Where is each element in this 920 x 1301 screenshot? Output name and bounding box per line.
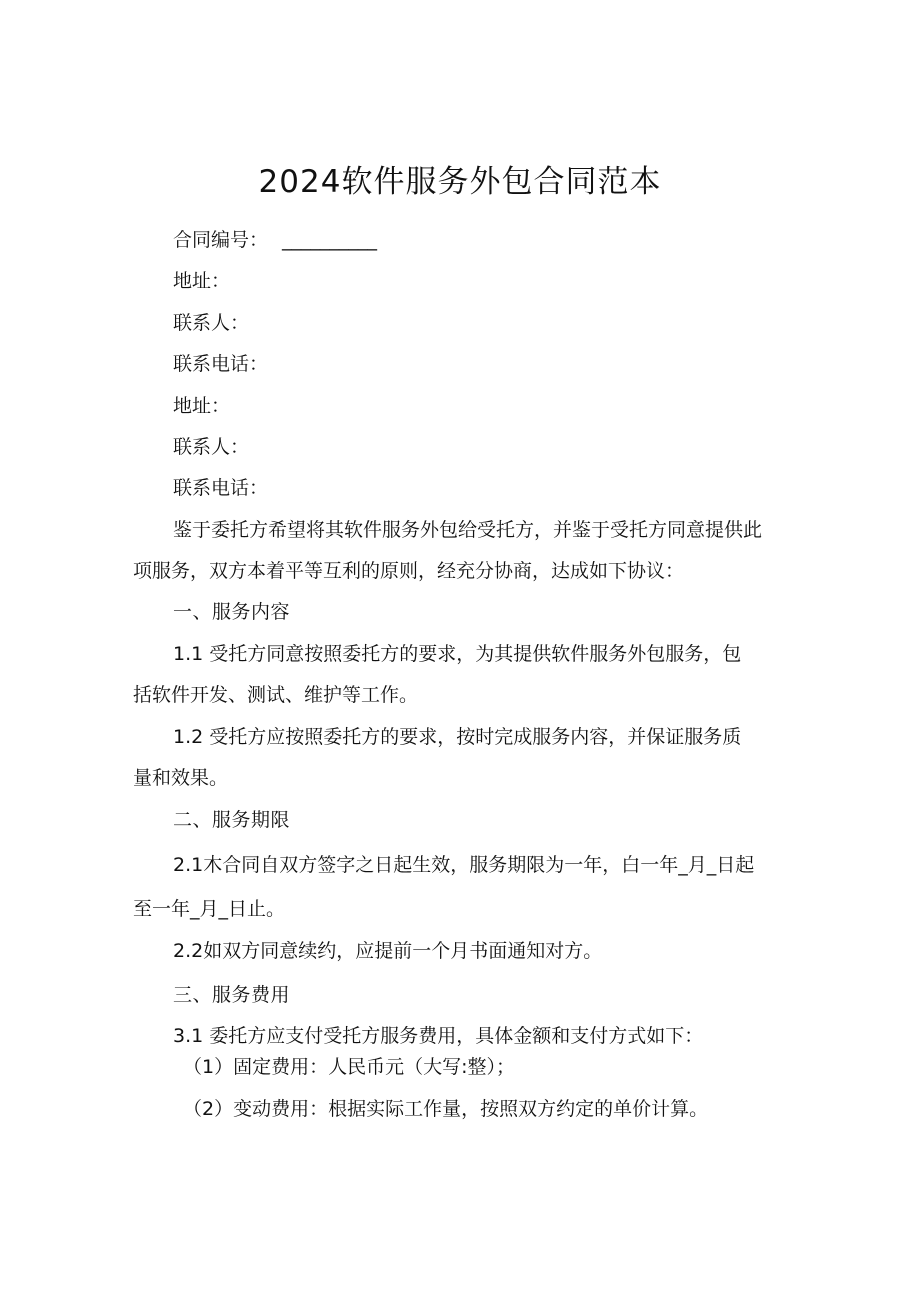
section-heading-service-term: 二、服务期限 — [173, 810, 291, 831]
party-a-phone: 联系电话： — [173, 353, 269, 375]
section-heading-service-content: 一、服务内容 — [173, 602, 291, 623]
party-b-contact: 联系人： — [173, 436, 250, 458]
contract-number-row — [173, 227, 377, 253]
party-a-contact: 联系人： — [173, 312, 250, 334]
clause-3-1: 3.1 委托方应支付受托方服务费用，具体金额和支付方式如下： — [173, 1025, 704, 1047]
fee-item-fixed: （1）固定费用：人民币元（大写:整）； — [183, 1056, 515, 1078]
section-heading-service-fees: 三、服务费用 — [173, 985, 291, 1006]
clause-1-1-line-1: 1.1 受托方同意按照委托方的要求，为其提供软件服务外包服务，包 — [173, 643, 742, 665]
clause-1-2-line-1: 1.2 受托方应按照委托方的要求，按时完成服务内容，并保证服务质 — [173, 726, 742, 748]
preamble-line-1: 鉴于委托方希望将其软件服务外包给受托方，并鉴于受托方同意提供此 — [173, 519, 763, 541]
clause-2-2: 2.2如双方同意续约，应提前一个月书面通知对方。 — [173, 940, 603, 962]
clause-1-1-line-2: 括软件开发、测试、维护等工作。 — [133, 684, 419, 706]
party-b-phone: 联系电话： — [173, 477, 269, 499]
contract-number-blank: __________ — [282, 229, 378, 251]
clause-2-1-line-1: 2.1木合同自双方签字之日起生效，服务期限为一年，白一年_月_日起 — [173, 854, 755, 876]
clause-2-1-line-2: 至一年_月_日止。 — [133, 898, 286, 920]
party-a-address: 地址： — [173, 270, 231, 292]
clause-1-2-line-2: 量和效果。 — [133, 767, 229, 789]
preamble-line-2: 项服务，双方本着平等互利的原则，经充分协商，达成如下协议： — [133, 560, 685, 582]
document-title: 2024软件服务外包合同范本 — [258, 164, 662, 200]
fee-item-variable: （2）变动费用：根据实际工作量，按照双方约定的单价计算。 — [183, 1098, 709, 1120]
party-b-address: 地址： — [173, 395, 231, 417]
contract-number-label: 合同编号： — [173, 229, 269, 251]
